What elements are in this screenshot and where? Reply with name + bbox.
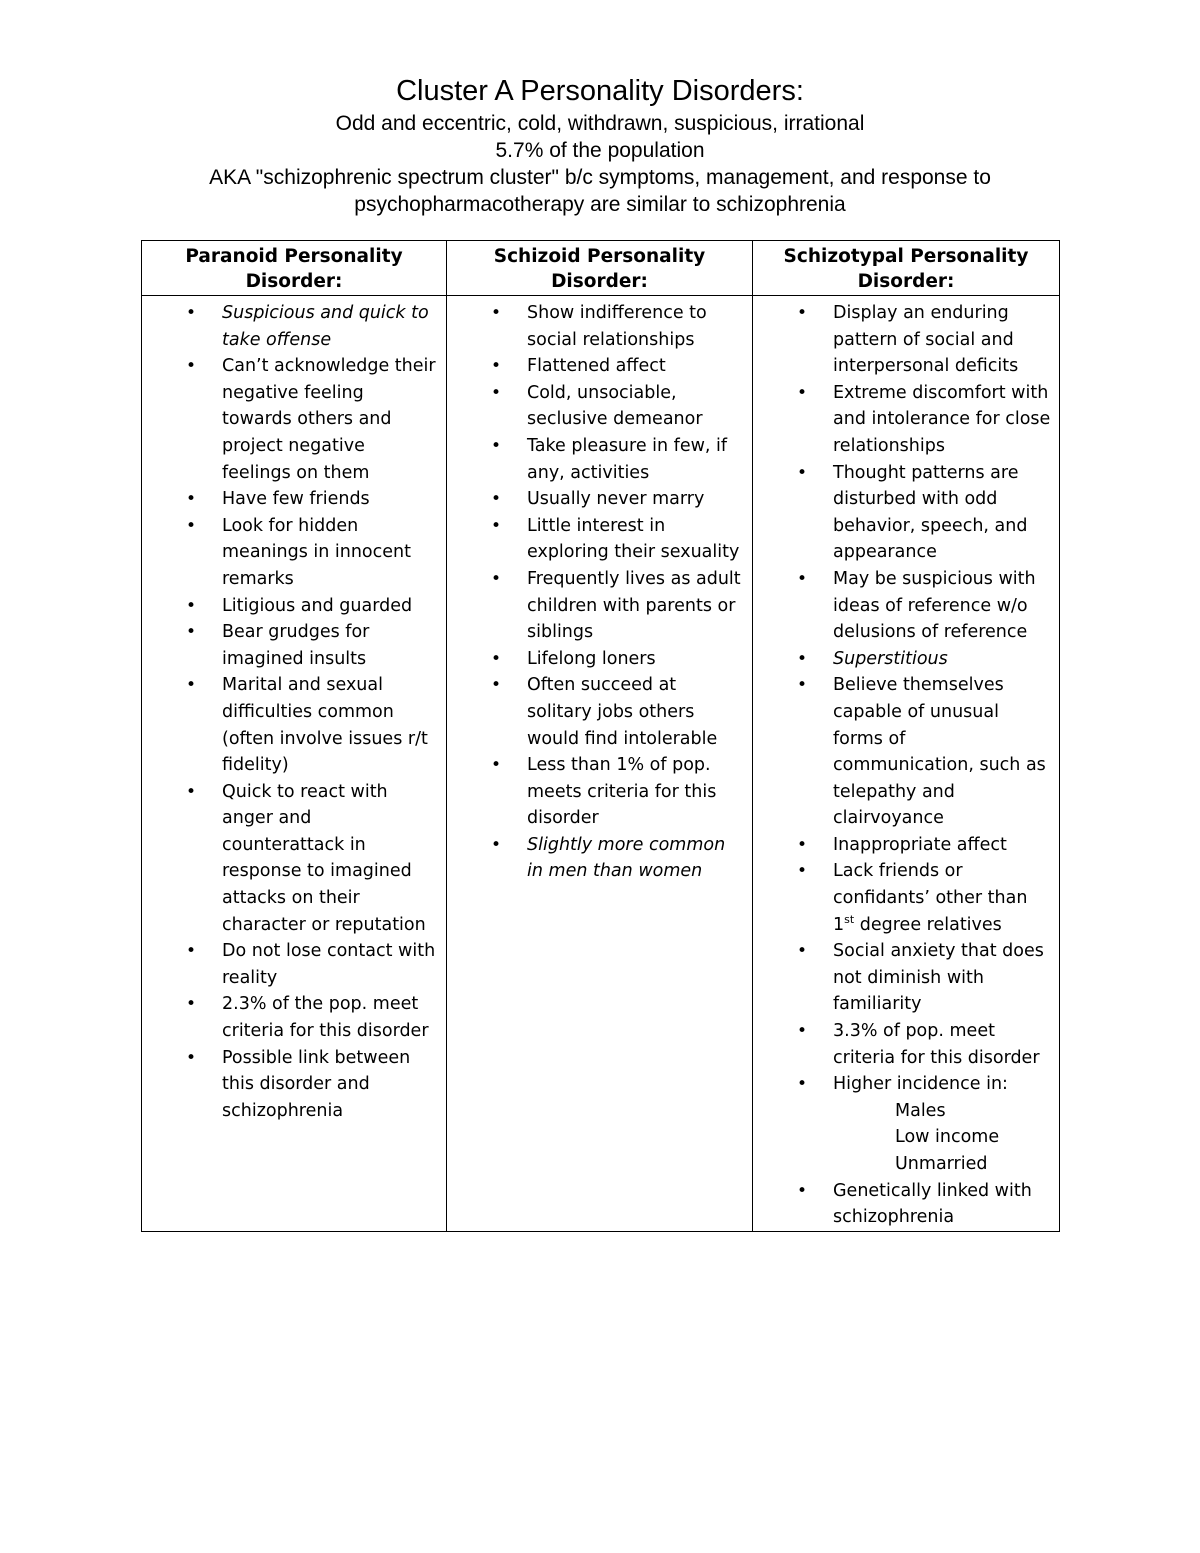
list-item: • Extreme discomfort with and intolerance for close relationships (753, 380, 1051, 460)
subtitle-aka: AKA "schizophrenic spectrum cluster" b/c symptoms, management, and response to psychopharmacotherapy are similar to schizophrenia (209, 166, 991, 216)
document-header (0, 72, 1200, 218)
bullet-icon: • (491, 489, 502, 510)
bullet-icon: • (186, 994, 197, 1015)
list-item: • Cold, unsociable, seclusive demeanor (447, 380, 744, 433)
schizotypal-cell (753, 296, 1060, 1232)
bullet-icon: • (797, 1180, 808, 1201)
subtitle-traits: Odd and eccentric, cold, withdrawn, suspicious, irrational (335, 112, 865, 135)
schizotypal-list (753, 296, 1059, 1231)
bullet-icon: • (797, 462, 808, 483)
paranoid-cell (142, 296, 447, 1232)
list-item: • 2.3% of the pop. meet criteria for this disorder (142, 991, 438, 1044)
list-item: • May be suspicious with ideas of reference w/o delusions of reference (753, 566, 1051, 646)
bullet-icon: • (491, 648, 502, 669)
list-item: • Slightly more common in men than women (447, 832, 744, 885)
list-item: • Display an enduring pattern of social and interpersonal deficits (753, 300, 1051, 380)
bullet-icon: • (491, 382, 502, 403)
list-item: • Do not lose contact with reality (142, 938, 438, 991)
list-item: • Flattened affect (447, 353, 744, 380)
bullet-icon: • (491, 568, 502, 589)
incidence-group: Males (895, 1100, 946, 1121)
heading-paranoid: Paranoid Personality Disorder: (142, 241, 447, 296)
page-title: Cluster A Personality Disorders: (396, 75, 804, 107)
table-header-row (142, 241, 1060, 296)
bullet-icon: • (491, 515, 502, 536)
bullet-icon: • (186, 489, 197, 510)
list-item: • Little interest in exploring their sexuality (447, 513, 744, 566)
bullet-icon: • (186, 303, 197, 323)
list-item: • Higher incidence in: Males Low income Unmarried (753, 1071, 1051, 1177)
bullet-icon: • (491, 435, 502, 456)
bullet-icon: • (491, 356, 502, 377)
schizoid-cell (447, 296, 753, 1232)
disorders-table (141, 240, 1060, 1232)
incidence-group: Low income (895, 1127, 1000, 1148)
list-item: • Lack friends or confidants’ other than 1st degree relatives (753, 858, 1051, 938)
list-item: • Superstitious (753, 646, 1051, 673)
bullet-icon: • (797, 303, 808, 323)
bullet-icon: • (186, 622, 197, 643)
list-item: • Believe themselves capable of unusual forms of communication, such as telepathy and clairvoyance (753, 672, 1051, 832)
list-item: • Less than 1% of pop. meets criteria for this disorder (447, 752, 744, 832)
bullet-icon: • (797, 834, 808, 855)
list-item: • Look for hidden meanings in innocent remarks (142, 513, 438, 593)
list-item: • Quick to react with anger and counterattack in response to imagined attacks on their character or reputation (142, 779, 438, 939)
bullet-icon: • (186, 941, 197, 962)
heading-schizoid: Schizoid Personality Disorder: (447, 241, 753, 296)
paranoid-list (142, 296, 446, 1124)
subtitle-prevalence: 5.7% of the population (495, 139, 705, 162)
incidence-groups (833, 1098, 1051, 1178)
bullet-icon: • (491, 834, 502, 855)
list-item: • Usually never marry (447, 486, 744, 513)
list-item: • Genetically linked with schizophrenia (753, 1178, 1051, 1231)
bullet-icon: • (186, 781, 197, 802)
list-item: • 3.3% of pop. meet criteria for this disorder (753, 1018, 1051, 1071)
list-item: • Take pleasure in few, if any, activities (447, 433, 744, 486)
list-item: • Inappropriate affect (753, 832, 1051, 859)
list-item: • Social anxiety that does not diminish with familiarity (753, 938, 1051, 1018)
list-item: • Have few friends (142, 486, 438, 513)
list-item: • Bear grudges for imagined insults (142, 619, 438, 672)
bullet-icon: • (186, 356, 197, 377)
ordinal-number: 1 (833, 914, 845, 935)
list-item: • Often succeed at solitary jobs others would find intolerable (447, 672, 744, 752)
bullet-icon: • (797, 1021, 808, 1042)
list-item: • Suspicious and quick to take offense (142, 300, 438, 353)
bullet-icon: • (491, 303, 502, 323)
bullet-icon: • (797, 568, 808, 589)
list-item: • Frequently lives as adult children with parents or siblings (447, 566, 744, 646)
bullet-icon: • (186, 1047, 197, 1068)
bullet-icon: • (797, 675, 808, 696)
list-item: • Thought patterns are disturbed with odd behavior, speech, and appearance (753, 460, 1051, 566)
list-item: • Possible link between this disorder and schizophrenia (142, 1045, 438, 1125)
list-item: • Litigious and guarded (142, 593, 438, 620)
bullet-icon: • (797, 861, 808, 882)
list-item: • Can’t acknowledge their negative feeling towards others and project negative feelings on them (142, 353, 438, 486)
schizoid-list (447, 296, 752, 885)
bullet-icon: • (491, 755, 502, 776)
list-item: • Lifelong loners (447, 646, 744, 673)
list-item: • Show indifference to social relationships (447, 300, 744, 353)
bullet-icon: • (186, 515, 197, 536)
bullet-icon: • (797, 648, 808, 669)
bullet-icon: • (491, 675, 502, 696)
list-item: • Marital and sexual difficulties common (often involve issues r/t fidelity) (142, 672, 438, 778)
incidence-group: Unmarried (895, 1154, 988, 1174)
heading-schizotypal: Schizotypal Personality Disorder: (753, 241, 1060, 296)
table-body-row (142, 296, 1060, 1232)
bullet-icon: • (797, 1074, 808, 1095)
bullet-icon: • (186, 595, 197, 616)
bullet-icon: • (186, 675, 197, 696)
bullet-icon: • (797, 382, 808, 403)
ordinal-suffix: st (844, 912, 855, 926)
bullet-icon: • (797, 941, 808, 962)
